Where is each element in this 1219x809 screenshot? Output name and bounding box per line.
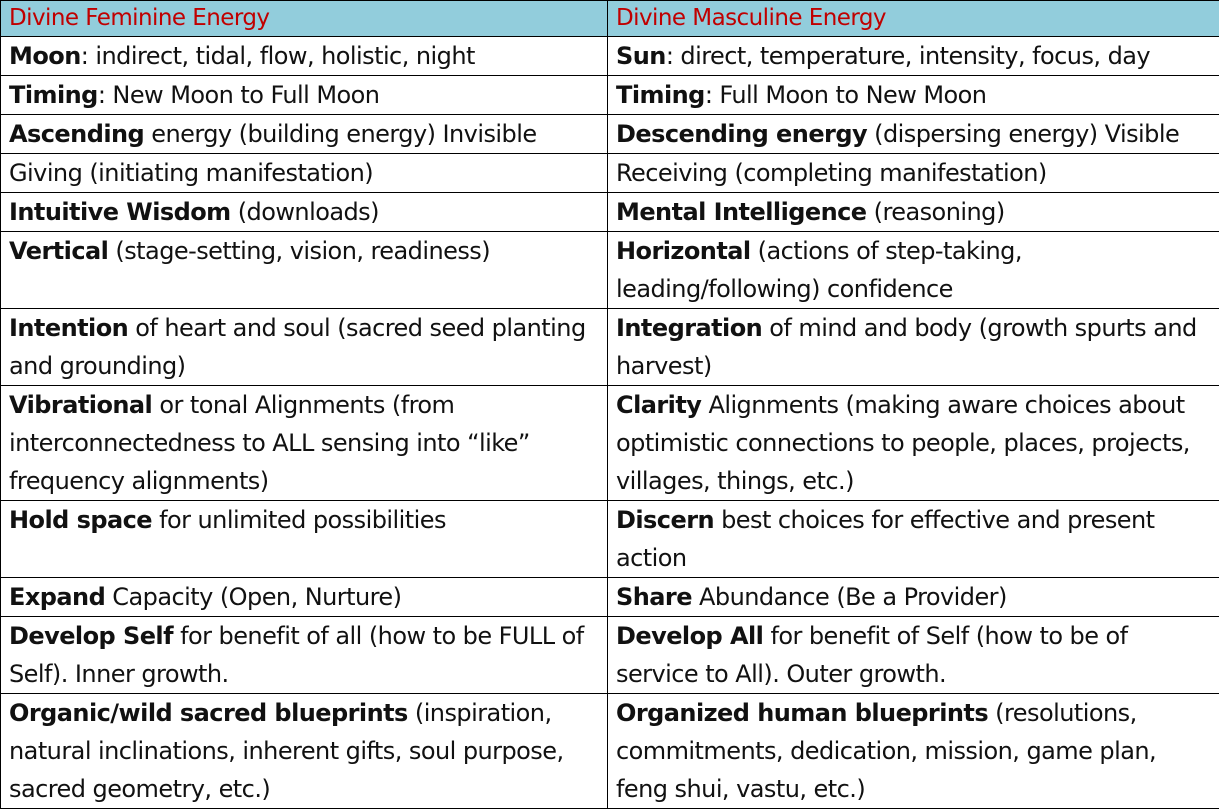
feminine-cell [1, 193, 608, 232]
cell-text: (dispersing energy) Visible [867, 120, 1179, 148]
cell-keyword: Hold space [9, 506, 152, 534]
cell-text: energy (building energy) Invisible [144, 120, 536, 148]
cell-keyword: Vertical [9, 237, 108, 265]
masculine-cell [608, 37, 1219, 76]
cell-text: : Full Moon to New Moon [705, 81, 987, 109]
cell-text: Receiving (completing manifestation) [616, 159, 1047, 187]
cell-keyword: Ascending [9, 120, 144, 148]
cell-keyword: Organic/wild sacred blueprints [9, 699, 408, 727]
header-row [1, 1, 1219, 37]
cell-text: for unlimited possibilities [152, 506, 446, 534]
cell-keyword: Organized human blueprints [616, 699, 988, 727]
cell-text: or tonal Alignments (from interconnectedness to ALL sensing into “like” frequency alignments) [9, 391, 530, 495]
cell-keyword: Moon [9, 42, 81, 70]
cell-text: Giving (initiating manifestation) [9, 159, 373, 187]
cell-text: (inspiration, natural inclinations, inherent gifts, soul purpose, sacred geometry, etc.) [9, 699, 564, 803]
cell-keyword: Descending energy [616, 120, 867, 148]
cell-text: (resolutions, commitments, dedication, mission, game plan, feng shui, vastu, etc.) [616, 699, 1156, 803]
cell-text: : New Moon to Full Moon [98, 81, 380, 109]
cell-keyword: Discern [616, 506, 714, 534]
cell-text: : direct, temperature, intensity, focus, day [666, 42, 1150, 70]
masculine-cell [608, 232, 1219, 309]
masculine-cell [608, 193, 1219, 232]
cell-keyword: Timing [616, 81, 705, 109]
cell-keyword: Share [616, 583, 692, 611]
cell-keyword: Intention [9, 314, 128, 342]
cell-keyword: Develop Self [9, 622, 173, 650]
feminine-cell [1, 617, 608, 694]
feminine-cell [1, 386, 608, 501]
masculine-cell [608, 617, 1219, 694]
cell-keyword: Intuitive Wisdom [9, 198, 231, 226]
masculine-cell [608, 386, 1219, 501]
cell-text: (stage-setting, vision, readiness) [108, 237, 490, 265]
feminine-cell [1, 309, 608, 386]
masculine-cell [608, 154, 1219, 193]
table-row [1, 617, 1219, 694]
masculine-cell [608, 309, 1219, 386]
table-row [1, 578, 1219, 617]
cell-text: Alignments (making aware choices about optimistic connections to people, places, projects, villages, things, etc.) [616, 391, 1190, 495]
cell-keyword: Horizontal [616, 237, 751, 265]
cell-keyword: Expand [9, 583, 105, 611]
cell-keyword: Sun [616, 42, 666, 70]
feminine-cell [1, 154, 608, 193]
feminine-cell [1, 232, 608, 309]
feminine-cell [1, 115, 608, 154]
cell-text: (reasoning) [867, 198, 1005, 226]
cell-text: for benefit of Self (how to be of service to All). Outer growth. [616, 622, 1128, 688]
masculine-cell [608, 578, 1219, 617]
table-row [1, 115, 1219, 154]
table-row [1, 309, 1219, 386]
cell-text: (actions of step-taking, leading/following) confidence [616, 237, 1022, 303]
feminine-cell [1, 76, 608, 115]
cell-keyword: Develop All [616, 622, 763, 650]
masculine-cell [608, 115, 1219, 154]
masculine-column-header: Divine Masculine Energy [608, 1, 1219, 37]
table-row [1, 232, 1219, 309]
feminine-column-header: Divine Feminine Energy [1, 1, 608, 37]
table-row [1, 694, 1219, 809]
cell-text: of mind and body (growth spurts and harvest) [616, 314, 1197, 380]
cell-text: Abundance (Be a Provider) [692, 583, 1007, 611]
feminine-cell [1, 578, 608, 617]
cell-keyword: Mental Intelligence [616, 198, 867, 226]
cell-keyword: Integration [616, 314, 762, 342]
cell-text: Capacity (Open, Nurture) [105, 583, 401, 611]
feminine-cell [1, 694, 608, 809]
cell-text: best choices for effective and present action [616, 506, 1155, 572]
feminine-cell [1, 501, 608, 578]
table-row [1, 386, 1219, 501]
cell-keyword: Timing [9, 81, 98, 109]
masculine-cell [608, 501, 1219, 578]
cell-keyword: Vibrational [9, 391, 152, 419]
cell-text: of heart and soul (sacred seed planting and grounding) [9, 314, 586, 380]
masculine-cell [608, 76, 1219, 115]
table-row [1, 76, 1219, 115]
table-row [1, 501, 1219, 578]
masculine-cell [608, 694, 1219, 809]
cell-text: : indirect, tidal, flow, holistic, night [81, 42, 475, 70]
cell-text: for benefit of all (how to be FULL of Self). Inner growth. [9, 622, 584, 688]
cell-text: (downloads) [231, 198, 379, 226]
feminine-cell [1, 37, 608, 76]
table-row [1, 154, 1219, 193]
table-row [1, 193, 1219, 232]
cell-keyword: Clarity [616, 391, 701, 419]
table-row [1, 37, 1219, 76]
